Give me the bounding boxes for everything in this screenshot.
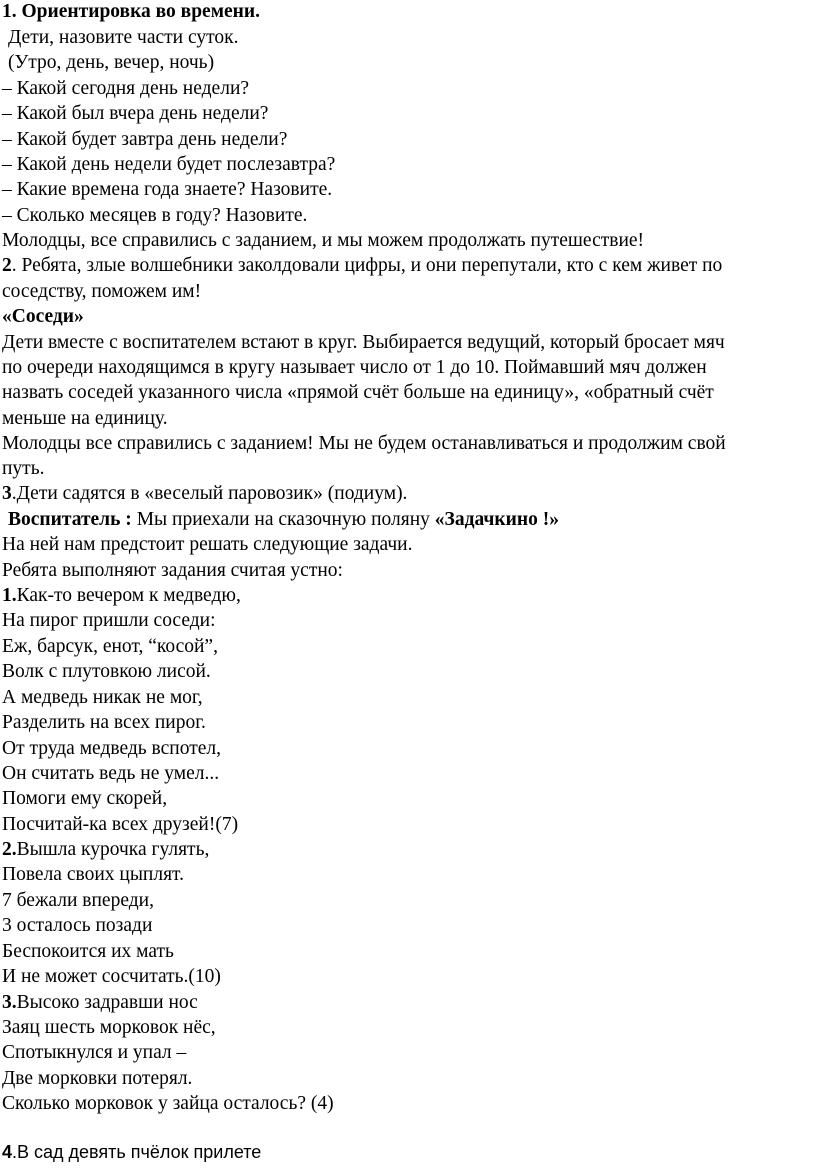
section-3-intro-text: .Дети садятся в «веселый паровозик» (подиум).: [11, 483, 408, 504]
section-1-heading: [2, 0, 260, 24]
place-name: «Задачкино !»: [434, 509, 559, 530]
paragraph-line: соседству, поможем им!: [2, 281, 202, 302]
paragraph-line: меньше на единицу.: [2, 408, 168, 429]
section-2-intro: [2, 254, 722, 278]
paragraph-line: путь.: [2, 458, 45, 479]
paragraph-line: Дети, назовите части суток.: [8, 27, 239, 48]
poem-line: .В сад девять пчёлок прилете: [12, 1142, 262, 1162]
poem-line: Вышла курочка гулять,: [16, 839, 210, 860]
poem-line: Как-то вечером к медведю,: [16, 585, 241, 606]
paragraph-line: – Какой был вчера день недели?: [2, 103, 269, 124]
task-2-number: 2.: [2, 839, 17, 860]
poem-line: Он считать ведь не умел...: [2, 763, 220, 784]
teacher-line: [8, 508, 559, 532]
paragraph-line: Молодцы, все справились с заданием, и мы можем продолжать путешествие!: [2, 230, 645, 251]
paragraph-line: назвать соседей указанного числа «прямой счёт больше на единицу», «обратный счёт: [2, 382, 714, 403]
section-1-title: Ориентировка во времени.: [21, 1, 260, 22]
teacher-label: Воспитатель :: [8, 509, 132, 530]
poem-line: На пирог пришли соседи:: [2, 610, 216, 631]
poem-line: Волк с плутовкою лисой.: [2, 661, 211, 682]
paragraph-line: (Утро, день, вечер, ночь): [8, 52, 215, 73]
poem-line: И не может сосчитать.(10): [2, 966, 221, 987]
task-1-number: 1.: [2, 585, 17, 606]
section-3-intro: [2, 482, 407, 506]
teacher-text: Мы приехали на сказочную поляну: [131, 509, 435, 530]
task-3-number: 3.: [2, 992, 17, 1013]
poem-line: Спотыкнулся и упал –: [2, 1042, 187, 1063]
poem-line: От труда медведь вспотел,: [2, 738, 222, 759]
poem-line: Сколько морковок у зайца осталось? (4): [2, 1093, 334, 1114]
poem-line: Беспокоится их мать: [2, 941, 174, 962]
paragraph-line: Ребята выполняют задания считая устно:: [2, 560, 343, 581]
poem-line: Помоги ему скорей,: [2, 788, 168, 809]
poem-line: А медведь никак не мог,: [2, 687, 203, 708]
paragraph-line: – Сколько месяцев в году? Назовите.: [2, 205, 308, 226]
task-3-line: [2, 991, 198, 1015]
section-2-number: 2: [2, 255, 12, 276]
paragraph-line: Молодцы все справились с заданием! Мы не будем останавливаться и продолжим свой: [2, 433, 726, 454]
poem-line: Посчитай-ка всех друзей!(7): [2, 814, 239, 835]
task-4-line: [2, 1140, 261, 1164]
poem-line: 7 бежали впереди,: [2, 890, 154, 911]
paragraph-line: Дети вместе с воспитателем встают в круг. Выбирается ведущий, который бросает мяч: [2, 332, 725, 353]
poem-line: Еж, барсук, енот, “косой”,: [2, 636, 218, 657]
poem-line: Заяц шесть морковок нёс,: [2, 1017, 216, 1038]
paragraph-line: по очереди находящимся в кругу называет число от 1 до 10. Поймавший мяч должен: [2, 357, 707, 378]
paragraph-line: На ней нам предстоит решать следующие задачи.: [2, 534, 413, 555]
game-title: «Соседи»: [2, 306, 84, 327]
section-3-number: 3: [2, 483, 12, 504]
paragraph-line: – Какие времена года знаете? Назовите.: [2, 179, 333, 200]
task-2-line: [2, 838, 209, 862]
poem-line: Две морковки потерял.: [2, 1068, 193, 1089]
task-1-line: [2, 584, 241, 608]
poem-line: 3 осталось позади: [2, 915, 153, 936]
poem-line: Разделить на всех пирог.: [2, 712, 206, 733]
paragraph-line: – Какой день недели будет послезавтра?: [2, 154, 336, 175]
paragraph-line: – Какой сегодня день недели?: [2, 78, 250, 99]
section-2-intro-text: . Ребята, злые волшебники заколдовали цифры, и они перепутали, кто с кем живет по: [11, 255, 723, 276]
paragraph-line: – Какой будет завтра день недели?: [2, 129, 288, 150]
poem-line: Высоко задравши нос: [16, 992, 198, 1013]
task-4-number: 4: [2, 1142, 13, 1162]
section-1-number: 1.: [2, 1, 17, 22]
poem-line: Повела своих цыплят.: [2, 864, 184, 885]
